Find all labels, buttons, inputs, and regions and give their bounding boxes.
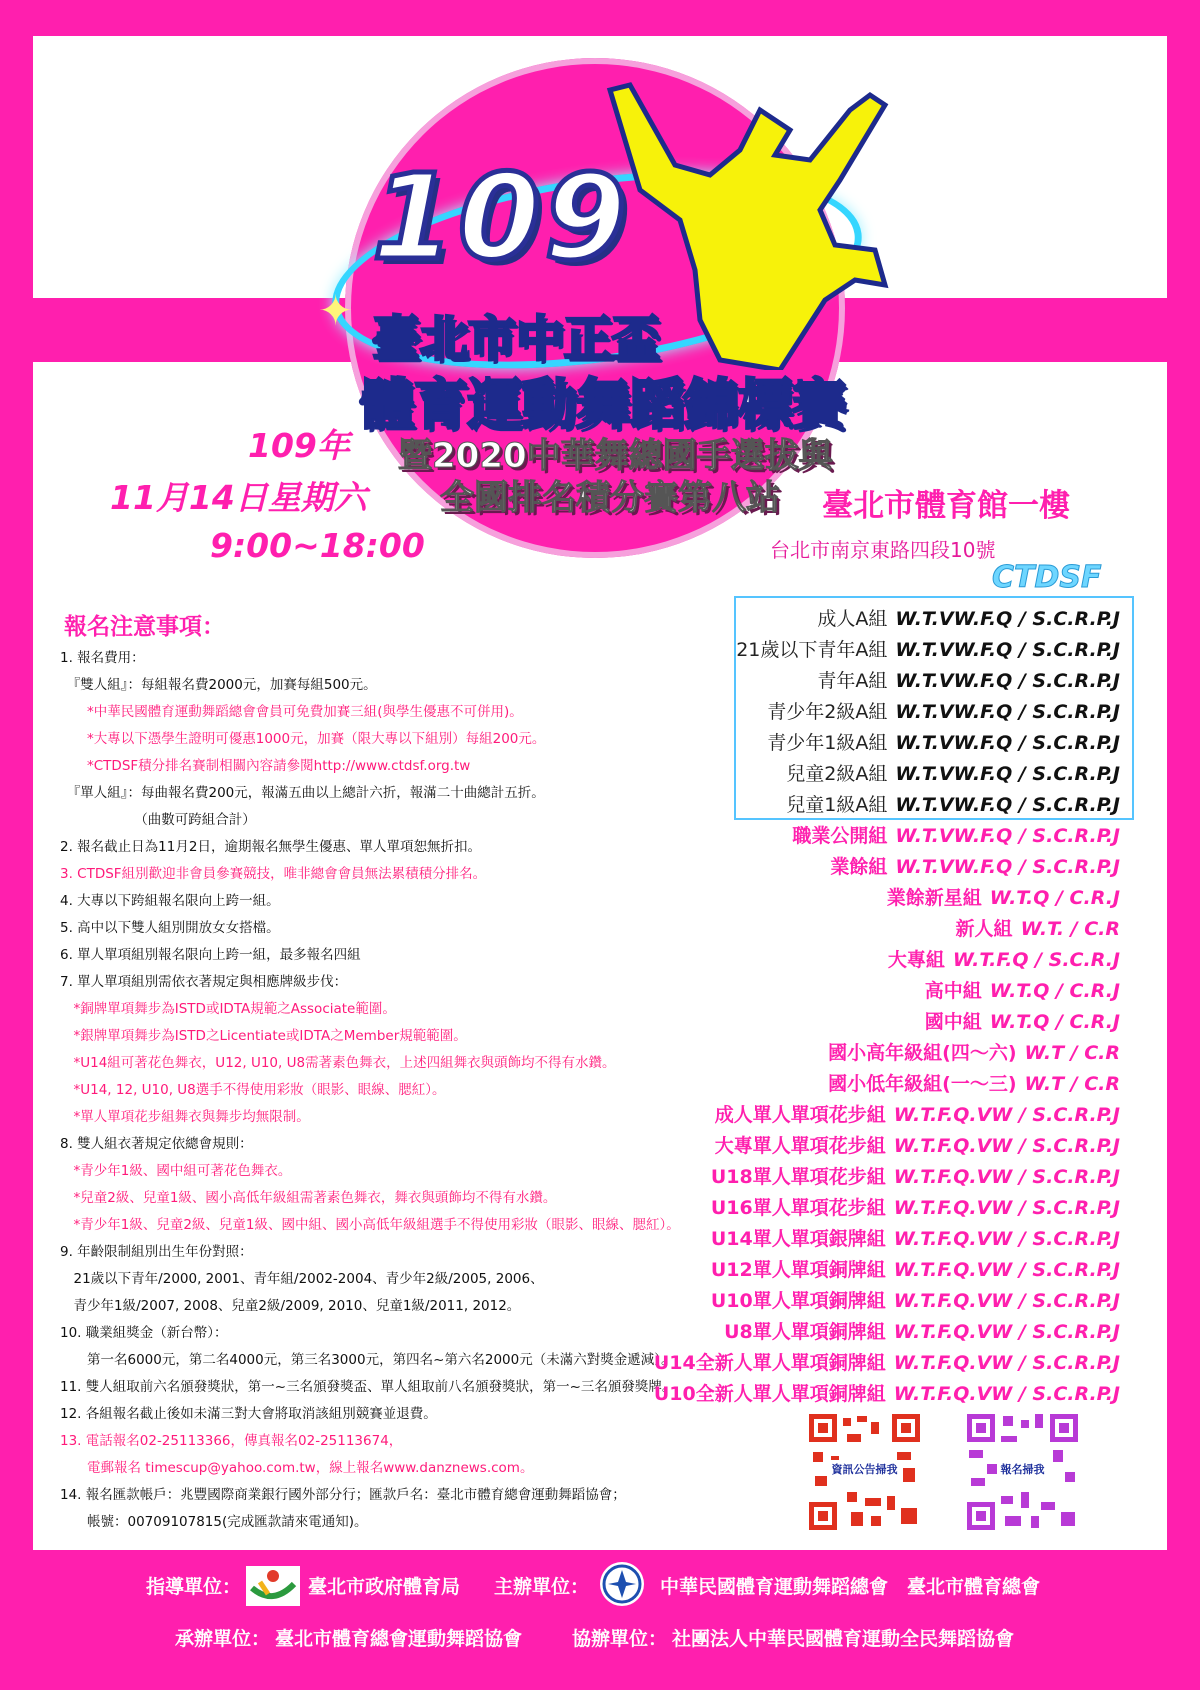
note-line: （曲數可跨組合計） (60, 812, 256, 828)
division-name: 青年A組 (817, 670, 888, 692)
division-row (956, 914, 1120, 945)
note-line: 電郵報名 timescup@yahoo.com.tw，線上報名www.danznews.com。 (60, 1460, 534, 1476)
note-line: *青少年1級、兒童2級、兒童1級、國中組、國小高低年級組選手不得使用彩妝（眼影、眼線、腮紅）。 (60, 1217, 680, 1233)
note-line: *CTDSF積分排名賽制相關內容請參閱http://www.ctdsf.org.tw (60, 758, 471, 774)
division-name: 兒童1級A組 (786, 794, 888, 816)
division-name: 大專單人單項花步組 (714, 1135, 886, 1157)
note-line: 7. 單人單項組別需依衣著規定與相應牌級步伐： (60, 974, 348, 990)
guide-org: 臺北市政府體育局 (308, 1576, 461, 1598)
qr-register[interactable] (965, 1412, 1080, 1532)
co-organizer-label: 協辦單位： (572, 1628, 668, 1650)
division-dances: W.T.F.Q.VW / S.C.R.P.J (893, 1228, 1120, 1250)
sparkle-icon: ✦ (318, 286, 354, 335)
division-dances: W.T / C.R (1024, 1042, 1120, 1064)
division-dances: W.T. / C.R (1020, 918, 1120, 940)
notes-list (60, 645, 690, 1536)
division-row (925, 976, 1120, 1007)
division-dances: W.T.VW.F.Q / S.C.R.P.J (895, 732, 1120, 754)
division-dances: W.T / C.R (1024, 1073, 1120, 1095)
organizer-label: 承辦單位： (175, 1628, 271, 1650)
note-line: *青少年1級、國中組可著花色舞衣。 (60, 1163, 292, 1179)
year-number-big: 109 (372, 148, 631, 286)
division-dances: W.T.VW.F.Q / S.C.R.P.J (895, 701, 1120, 723)
note-line: *兒童2級、兒童1級、國小高低年級組需著素色舞衣，舞衣與頭飾均不得有水鑽。 (60, 1190, 557, 1206)
division-row (715, 1131, 1120, 1162)
qr-info[interactable] (807, 1412, 922, 1532)
division-name: U10全新人單人單項銅牌組 (653, 1383, 886, 1405)
division-row (654, 1348, 1120, 1379)
division-dances: W.T.F.Q.VW / S.C.R.P.J (893, 1104, 1120, 1126)
note-line: *銀牌單項舞步為ISTD之Licentiate或IDTA之Member規範範圍。 (60, 1028, 467, 1044)
note-line: 帳號：00709107815(完成匯款請來電通知)。 (60, 1514, 368, 1530)
division-row (654, 1379, 1120, 1410)
division-dances: W.T.F.Q.VW / S.C.R.P.J (893, 1259, 1120, 1281)
event-address: 台北市南京東路四段10號 (770, 538, 996, 562)
division-name: U18單人單項花步組 (710, 1166, 886, 1188)
notes-title: 報名注意事項： (64, 614, 225, 640)
subtitle-line1: 暨2020中華舞總國手選拔與 (398, 436, 833, 476)
division-row (817, 604, 1120, 635)
note-line: *大專以下憑學生證明可優惠1000元，加賽（限大專以下組別）每組200元。 (60, 731, 546, 747)
division-name: 高中組 (924, 980, 982, 1002)
co-organizer-org: 社團法人中華民國體育運動全民舞蹈協會 (672, 1628, 1015, 1650)
subtitle-line2: 全國排名積分賽第八站 (440, 478, 780, 518)
division-row (817, 666, 1120, 697)
note-line: 10. 職業組獎金（新台幣）： (60, 1325, 228, 1341)
division-row (736, 635, 1120, 666)
note-line: 『雙人組』：每組報名費2000元，加賽每組500元。 (60, 677, 377, 693)
division-name: U12單人單項銅牌組 (710, 1259, 886, 1281)
division-name: 業餘組 (830, 856, 888, 878)
division-row (786, 790, 1120, 821)
note-line: 8. 雙人組衣著規定依總會規則： (60, 1136, 253, 1152)
qr-register-label: 報名掃我 (998, 1460, 1048, 1478)
division-name: U14全新人單人單項銅牌組 (653, 1352, 886, 1374)
note-line: 3. CTDSF組別歡迎非會員參賽競技，唯非總會會員無法累積積分排名。 (60, 866, 487, 882)
division-dances: W.T.VW.F.Q / S.C.R.P.J (895, 763, 1120, 785)
division-row (830, 852, 1120, 883)
title-line2: 體育運動舞蹈錦標賽 (360, 373, 846, 436)
division-row (792, 821, 1120, 852)
division-row (828, 1069, 1120, 1100)
division-dances: W.T.F.Q / S.C.R.J (952, 949, 1120, 971)
note-line: 2. 報名截止日為11月2日，逾期報名無學生優惠、單人單項恕無折扣。 (60, 839, 481, 855)
guide-label: 指導單位： (146, 1576, 242, 1598)
division-dances: W.T.F.Q.VW / S.C.R.P.J (893, 1383, 1120, 1405)
note-line: *單人單項花步組舞衣與舞步均無限制。 (60, 1109, 310, 1125)
division-name: 兒童2級A組 (786, 763, 888, 785)
division-dances: W.T.F.Q.VW / S.C.R.P.J (893, 1352, 1120, 1374)
division-row (724, 1317, 1120, 1348)
division-row (888, 945, 1120, 976)
division-name: 新人組 (955, 918, 1013, 940)
division-dances: W.T.VW.F.Q / S.C.R.P.J (895, 608, 1120, 630)
division-name: 成人單人單項花步組 (714, 1104, 886, 1126)
division-name: U16單人單項花步組 (710, 1197, 886, 1219)
division-row (925, 1007, 1120, 1038)
ctdsf-mark: CTDSF (992, 560, 1102, 595)
division-name: 青少年2級A組 (767, 701, 888, 723)
division-dances: W.T.Q / C.R.J (989, 887, 1120, 909)
division-dances: W.T.F.Q.VW / S.C.R.P.J (893, 1166, 1120, 1188)
note-line: *中華民國體育運動舞蹈總會會員可免費加賽三組(與學生優惠不可併用)。 (60, 704, 523, 720)
division-row (711, 1193, 1120, 1224)
event-time: 9:00~18:00 (210, 526, 425, 565)
division-row (767, 728, 1120, 759)
division-dances: W.T.VW.F.Q / S.C.R.P.J (895, 670, 1120, 692)
note-line: 第一名6000元，第二名4000元，第三名3000元，第四名~第六名2000元（未滿六對獎金遞減）。 (60, 1352, 675, 1368)
division-name: U14單人單項銀牌組 (710, 1228, 886, 1250)
division-dances: W.T.F.Q.VW / S.C.R.P.J (893, 1135, 1120, 1157)
division-row (711, 1224, 1120, 1255)
note-line: 9. 年齡限制組別出生年份對照： (60, 1244, 253, 1260)
division-name: U10單人單項銅牌組 (710, 1290, 886, 1312)
division-dances: W.T.VW.F.Q / S.C.R.P.J (895, 825, 1120, 847)
division-dances: W.T.VW.F.Q / S.C.R.P.J (895, 856, 1120, 878)
note-line: *銅牌單項舞步為ISTD或IDTA規範之Associate範圍。 (60, 1001, 396, 1017)
division-dances: W.T.VW.F.Q / S.C.R.P.J (895, 794, 1120, 816)
note-line: 『單人組』：每曲報名費200元，報滿五曲以上總計六折，報滿二十曲總計五折。 (60, 785, 545, 801)
host-org: 中華民國體育運動舞蹈總會 臺北市體育總會 (660, 1576, 1041, 1598)
event-date: 11月14日星期六 (110, 478, 367, 517)
division-dances: W.T.Q / C.R.J (989, 1011, 1120, 1033)
note-line: 青少年1級/2007, 2008、兒童2級/2009, 2010、兒童1級/2011, 2012。 (60, 1298, 521, 1314)
division-dances: W.T.F.Q.VW / S.C.R.P.J (893, 1197, 1120, 1219)
division-name: 國小高年級組(四～六) (828, 1042, 1017, 1064)
title-line1: 臺北市中正盃 (372, 311, 661, 367)
note-line: 21歲以下青年/2000, 2001、青年組/2002-2004、青少年2級/2005, 2006、 (60, 1271, 544, 1287)
note-line: 1. 報名費用： (60, 650, 145, 666)
division-name: U8單人單項銅牌組 (724, 1321, 886, 1343)
division-name: 國小低年級組(一～三) (828, 1073, 1017, 1095)
division-row (711, 1286, 1120, 1317)
division-row (715, 1100, 1120, 1131)
division-row (828, 1038, 1120, 1069)
organizer-org: 臺北市體育總會運動舞蹈協會 (275, 1628, 523, 1650)
division-name: 青少年1級A組 (767, 732, 888, 754)
note-line: 12. 各組報名截止後如未滿三對大會將取消該組別競賽並退費。 (60, 1406, 437, 1422)
division-name: 國中組 (924, 1011, 982, 1033)
note-line: 6. 單人單項組別報名限向上跨一組，最多報名四組 (60, 947, 361, 963)
division-row (711, 1255, 1120, 1286)
division-name: 職業公開組 (792, 825, 888, 847)
division-name: 21歲以下青年A組 (736, 639, 888, 661)
note-line: 13. 電話報名02-25113366，傳真報名02-25113674， (60, 1433, 403, 1449)
division-name: 業餘新星組 (886, 887, 982, 909)
division-name: 大專組 (887, 949, 945, 971)
note-line: *U14, 12, U10, U8選手不得使用彩妝（眼影、眼線、腮紅）。 (60, 1082, 446, 1098)
note-line: 11. 雙人組取前六名頒發獎狀，第一~三名頒發獎盃、單人組取前八名頒發獎狀，第一~三名頒發獎牌。 (60, 1379, 676, 1395)
event-venue: 臺北市體育館一樓 (822, 488, 1070, 524)
division-row (887, 883, 1120, 914)
division-dances: W.T.F.Q.VW / S.C.R.P.J (893, 1321, 1120, 1343)
host-label: 主辦單位： (494, 1576, 590, 1598)
division-row (786, 759, 1120, 790)
division-row (767, 697, 1120, 728)
note-line: 4. 大專以下跨組報名限向上跨一組。 (60, 893, 280, 909)
note-line: 14. 報名匯款帳戶：兆豐國際商業銀行國外部分行；匯款戶名：臺北市體育總會運動舞蹈協會； (60, 1487, 626, 1503)
division-row (711, 1162, 1120, 1193)
division-dances: W.T.F.Q.VW / S.C.R.P.J (893, 1290, 1120, 1312)
division-dances: W.T.VW.F.Q / S.C.R.P.J (895, 639, 1120, 661)
federation-logo-icon (600, 1562, 644, 1606)
division-name: 成人A組 (817, 608, 888, 630)
event-year: 109年 (248, 426, 350, 465)
note-line: 5. 高中以下雙人組別開放女女搭檔。 (60, 920, 280, 936)
sports-bureau-logo-icon (246, 1566, 300, 1606)
note-line: *U14組可著花色舞衣，U12, U10, U8需著素色舞衣，上述四組舞衣與頭飾均不得有水鑽。 (60, 1055, 616, 1071)
division-dances: W.T.Q / C.R.J (989, 980, 1120, 1002)
qr-info-label: 資訊公告掃我 (829, 1460, 901, 1478)
